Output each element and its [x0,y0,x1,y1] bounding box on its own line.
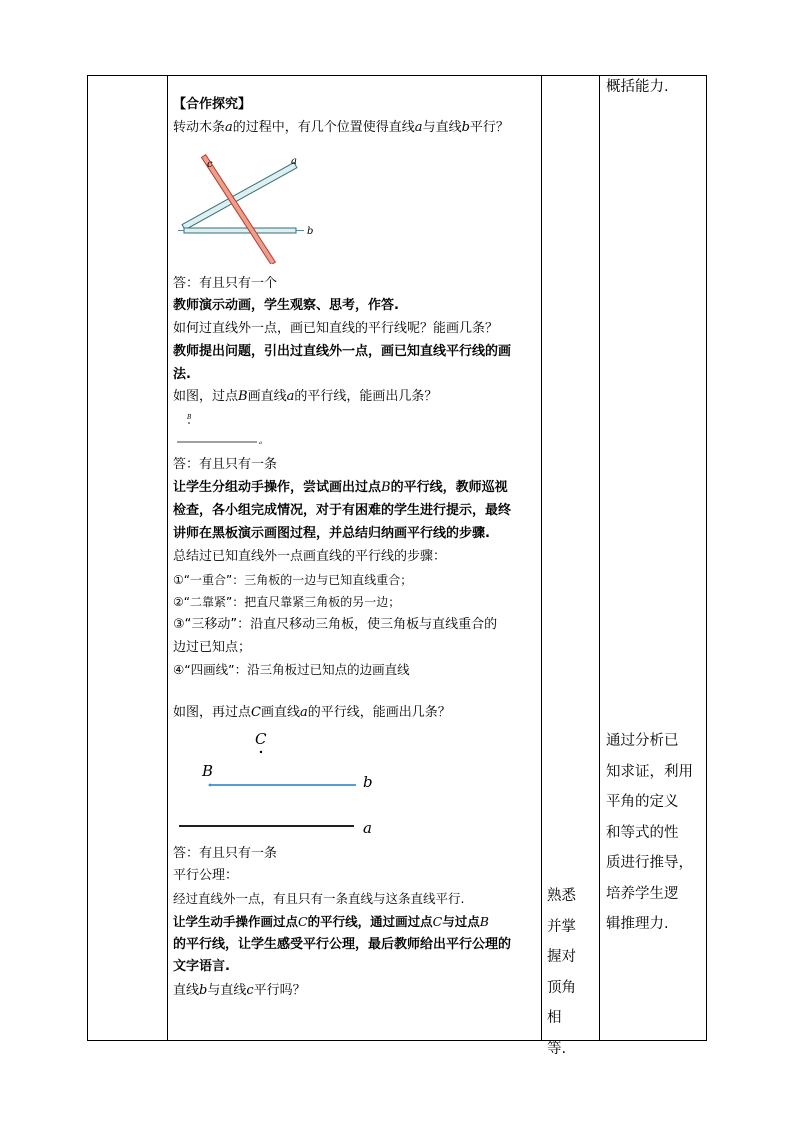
teacher-note-1: 教师演示动画，学生观察、思考，作答. [173,298,399,313]
axiom-title: 平行公理： [173,868,239,883]
step-2: ②“二靠紧”：把直尺靠紧三角板的另一边； [173,595,401,609]
step-1: ①“一重合”：三角板的一边与已知直线重合； [173,573,413,587]
section-title: 【合作探究】 [173,97,252,112]
table-col-border-2 [541,75,542,1041]
figure-point-b-line-a [175,410,270,450]
point-C [260,751,262,753]
group-work-line-3: 讲师在黑板演示画图过程，并总结归纳画平行线的步骤. [173,526,490,541]
answer-2: 答：有且只有一条 [173,457,278,472]
let-students-line-1: 让学生动手操作画过点C的平行线，通过画过点C与过点B [173,914,489,929]
table-col-border-0 [87,75,88,1041]
table-top-border [87,75,706,76]
col4-line-1: 通过分析已 [606,733,679,749]
step-4: ④“四画线”：沿三角板过已知点的边画直线 [173,662,410,677]
label-B-fig3: B [202,762,214,780]
right-col-top-text: 概括能力. [606,79,669,95]
col3-line-3: 握对 [547,949,576,965]
teacher-note-2-line-2: 法. [173,367,191,382]
step-3-line-2: 边过已知点； [173,640,252,655]
col3-line-2: 并掌 [547,918,576,935]
table-col-border-1 [167,75,168,1041]
point-B-fig3 [209,784,212,787]
stick-b [178,228,304,233]
let-students-line-3: 文字语言. [173,959,230,974]
label-C: C [255,730,267,748]
col4-line-3: 平角的定义 [606,794,679,810]
label-B: B [187,414,192,421]
question-5: 直线b与直线c平行吗？ [173,983,306,998]
answer-1: 答：有且只有一个 [173,276,278,291]
label-a-fig3: a [363,819,372,837]
stick-a [182,162,297,229]
label-b-fig3: b [363,773,373,791]
steps-title: 总结过已知直线外一点画直线的平行线的步骤： [173,549,447,564]
step-3-line-1: ③“三移动”：沿直尺移动三角板，使三角板与直线重合的 [173,617,498,632]
col3-line-1: 熟悉 [547,888,576,904]
col4-line-4: 和等式的性 [606,824,679,841]
axiom-statement: 经过直线外一点，有且只有一条直线与这条直线平行. [173,891,465,906]
group-work-line-2: 检查，各小组完成情况，对于有困难的学生进行提示，最终 [173,503,512,518]
table-col-border-3 [599,75,600,1041]
figure-rotating-sticks [178,152,318,264]
col3-line-4: 顶角 [547,979,576,996]
question-1: 转动木条a的过程中，有几个位置使得直线a与直线b平行？ [173,120,509,135]
teacher-note-2-line-1: 教师提出问题，引出过直线外一点，画已知直线平行线的画 [173,344,512,359]
label-a-fig2: a [259,440,262,446]
answer-3: 答：有且只有一条 [173,846,278,861]
label-b: b [307,226,314,237]
figure-points-b-c-lines [175,728,385,838]
table-col-border-4 [706,75,707,1041]
table-bottom-border [87,1040,706,1041]
question-3: 如图，过点B画直线a的平行线，能画出几条？ [173,389,438,404]
point-B [188,422,190,424]
col4-text [606,726,702,940]
col4-line-7: 辑推理力. [606,916,669,932]
question-2: 如何过直线外一点，画已知直线的平行线呢？能画几条？ [173,321,499,336]
col4-line-6: 培养学生逻 [606,885,679,902]
col3-line-5: 相等. [547,1010,567,1057]
col4-line-2: 知求证，利用 [606,763,693,780]
label-a: a [291,156,297,167]
question-4: 如图，再过点C画直线a的平行线，能画出几条？ [173,705,451,720]
let-students-line-2: 的平行线，让学生感受平行公理，最后教师给出平行公理的 [173,937,512,952]
col3-text [547,881,577,1064]
col4-line-5: 质进行推导， [606,855,693,871]
label-c: c [207,159,213,170]
group-work-line-1: 让学生分组动手操作，尝试画出过点B的平行线，教师巡视 [173,480,508,495]
